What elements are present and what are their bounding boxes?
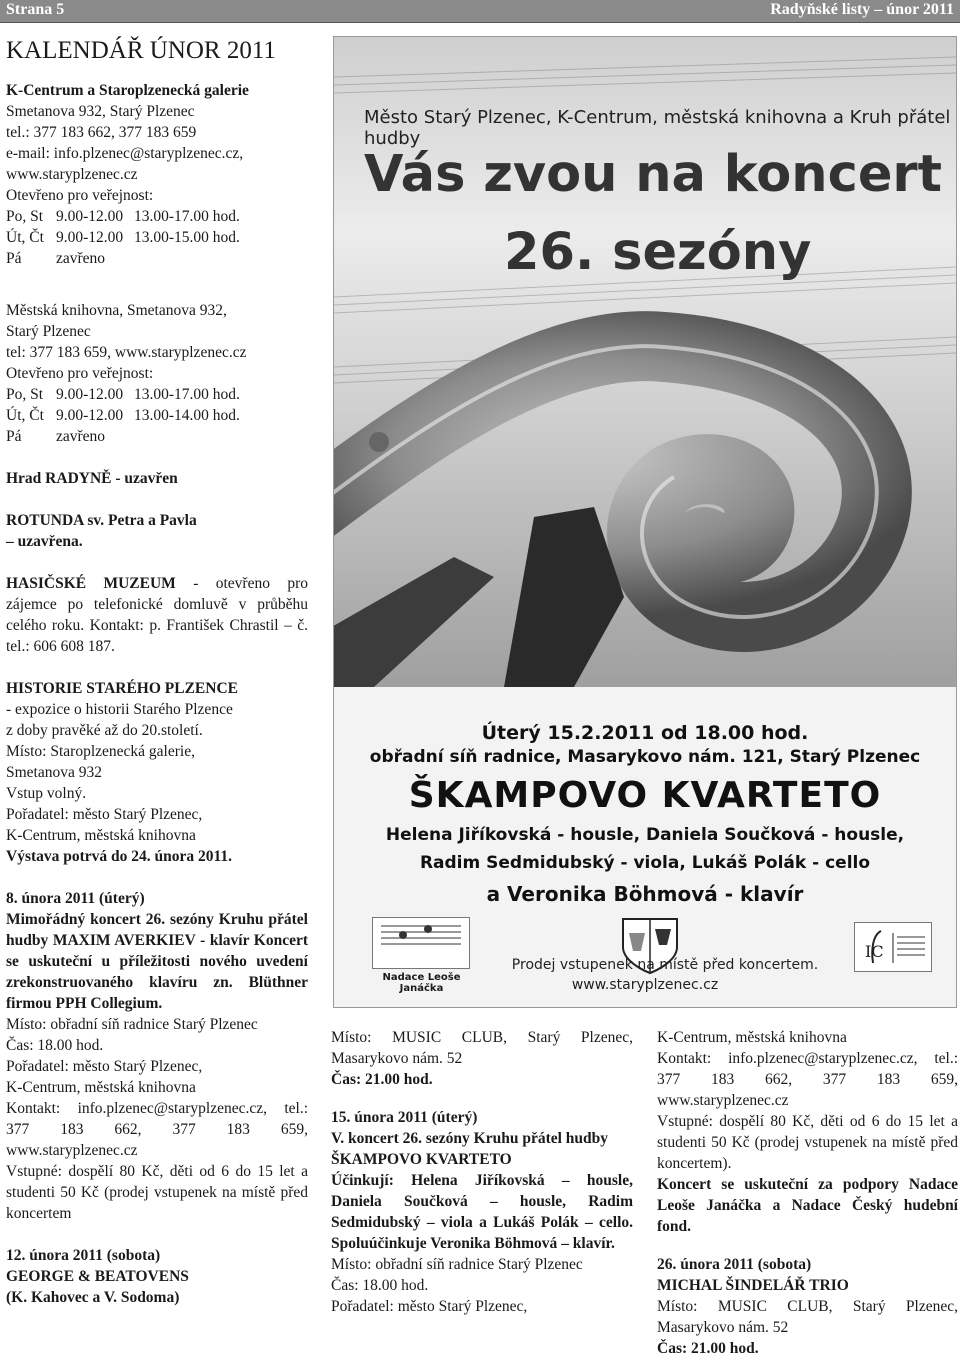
middle-column: [331, 1027, 633, 1317]
event-place: Místo: MUSIC CLUB, Starý Plzenec, Masarykovo nám. 52: [657, 1298, 958, 1336]
event-price: Vstupné: dospělí 80 Kč, děti od 6 do 15 let a studenti 50 Kč (prodej vstupenek na místě před koncertem).: [657, 1113, 958, 1172]
poster-ensemble: ŠKAMPOVO KVARTETO: [408, 775, 882, 816]
event-price: Vstupné: dospělí 80 Kč, děti od 6 do 15 let a studenti 50 Kč (prodej vstupenek na místě před koncertem: [6, 1163, 308, 1222]
poster-invite: Vás zvou na koncert: [364, 145, 942, 204]
poster-tickets: Prodej vstupenek na místě před koncertem.: [511, 957, 819, 973]
poster-date: Úterý 15.2.2011 od 18.00 hod.: [481, 722, 809, 744]
issue-title: Radyňské listy – únor 2011: [770, 1, 954, 18]
history-title: HISTORIE STARÉHO PLZENCE: [6, 680, 238, 697]
poster-performers: Radim Sedmidubský - viola, Lukáš Polák - cello: [419, 853, 871, 873]
library-tel: tel: 377 183 659, www.staryplzenec.cz: [6, 344, 247, 361]
event-time: Čas: 21.00 hod.: [331, 1071, 433, 1088]
poster-season: 26. sezóny: [504, 223, 812, 282]
history-line: z doby pravěké až do 20.století.: [6, 722, 203, 739]
poster-performers: a Veronika Böhmová - klavír: [486, 882, 804, 906]
poster-info: [334, 687, 956, 1007]
event-organizer: Pořadatel: město Starý Plzenec,: [6, 1058, 203, 1075]
janacek-foundation-label: Nadace Leoše Janáčka: [382, 972, 461, 994]
history-line: Vstup volný.: [6, 785, 87, 802]
event-name: GEORGE & BEATOVENS: [6, 1268, 189, 1285]
kc-open-label: Otevřeno pro veřejnost:: [6, 187, 154, 204]
event-performers: Účinkují: Helena Jiříkovská – housle, Daniela Součková – housle, Radim Sedmidubský – viola a Lukáš Polák – cello. Spoluúčinkuje Veronika Böhmová – klavír.: [331, 1172, 633, 1252]
library-open-label: Otevřeno pro veřejnost:: [6, 365, 154, 382]
museum-notice: HASIČSKÉ MUZEUM - otevřeno pro zájemce po telefonické domluvě v průběhu celého roku. Kontakt: p. František Chrastil – č. tel.: 606 608 187.: [6, 575, 308, 655]
poster-photo: [334, 37, 956, 687]
event-title: V. koncert 26. sezóny Kruhu přátel hudby: [331, 1130, 609, 1147]
event-place: Místo: MUSIC CLUB, Starý Plzenec, Masarykovo nám. 52: [331, 1029, 633, 1067]
library-hours-row: Pá zavřeno: [6, 428, 106, 445]
page-header: [0, 0, 960, 23]
svg-text:IC: IC: [865, 942, 884, 961]
kc-name: K-Centrum a Staroplzenecká galerie: [6, 82, 249, 99]
event-name: MICHAL ŠINDELÁŘ TRIO: [657, 1277, 849, 1294]
event-support: Koncert se uskuteční za podpory Nadace Leoše Janáčka a Nadace Český hudební fond.: [657, 1176, 958, 1235]
kc-tel: tel.: 377 183 662, 377 183 659: [6, 124, 197, 141]
event-time: Čas: 21.00 hod.: [657, 1340, 759, 1357]
history-line: - expozice o historii Starého Plzence: [6, 701, 233, 718]
concert-poster: [333, 36, 957, 1008]
history-line: Smetanova 932: [6, 764, 102, 781]
kc-email: e-mail: info.plzenec@staryplzenec.cz,: [6, 145, 244, 162]
history-line: Místo: Staroplzenecká galerie,: [6, 743, 195, 760]
event-date: 26. února 2011 (sobota): [657, 1256, 812, 1273]
history-end-date: Výstava potrvá do 24. února 2011.: [6, 848, 233, 865]
library-hours-row: Po, St 9.00-12.00 13.00-17.00 hod.: [6, 386, 240, 403]
event-organizer: Pořadatel: město Starý Plzenec,: [331, 1298, 528, 1315]
event-performers: (K. Kahovec a V. Sodoma): [6, 1289, 180, 1306]
history-line: Pořadatel: město Starý Plzenec,: [6, 806, 203, 823]
castle-notice: Hrad RADYNĚ - uzavřen: [6, 470, 178, 487]
event-time: Čas: 18.00 hod.: [6, 1037, 104, 1054]
event-date: 15. února 2011 (úterý): [331, 1109, 478, 1126]
page-title: KALENDÁŘ ÚNOR 2011: [6, 37, 276, 64]
poster-venue: obřadní síň radnice, Masarykovo nám. 121, Starý Plzenec: [369, 747, 921, 767]
library-hours-row: Út, Čt 9.00-12.00 13.00-14.00 hod.: [6, 407, 240, 424]
right-column: [657, 1027, 958, 1359]
event-organizer: K-Centrum, městská knihovna: [657, 1029, 847, 1046]
rotunda-status: – uzavřena.: [6, 533, 83, 550]
event-organizer: K-Centrum, městská knihovna: [6, 1079, 196, 1096]
poster-performers: Helena Jiříkovská - housle, Daniela Součková - housle,: [385, 825, 905, 845]
history-line: K-Centrum, městská knihovna: [6, 827, 196, 844]
event-date: 8. února 2011 (úterý): [6, 890, 145, 907]
library-name: Městská knihovna, Smetanova 932,: [6, 302, 227, 319]
kc-web: www.staryplzenec.cz: [6, 166, 138, 183]
event-contact: Kontakt: info.plzenec@staryplzenec.cz, tel.: 377 183 662, 377 183 659, www.staryplzenec.cz: [657, 1050, 958, 1109]
event-place: Místo: obřadní síň radnice Starý Plzenec: [6, 1016, 258, 1033]
event-description: Mimořádný koncert 26. sezóny Kruhu přátel hudby MAXIM AVERKIEV - klavír Koncert se uskuteční u příležitosti nového uvedení zrekonstruovaného klavíru zn. Blüthner firmou PPH Collegium.: [6, 911, 308, 1012]
event-name: ŠKAMPOVO KVARTETO: [331, 1151, 512, 1168]
kc-hours-row: Út, Čt 9.00-12.00 13.00-15.00 hod.: [6, 229, 240, 246]
poster-organizers: Město Starý Plzenec, K-Centrum, městská knihovna a Kruh přátel hudby: [364, 107, 951, 149]
kc-address: Smetanova 932, Starý Plzenec: [6, 103, 195, 120]
rotunda-notice: ROTUNDA sv. Petra a Pavla: [6, 512, 197, 529]
event-time: Čas: 18.00 hod.: [331, 1277, 429, 1294]
kc-hours-row: Po, St 9.00-12.00 13.00-17.00 hod.: [6, 208, 240, 225]
event-place: Místo: obřadní síň radnice Starý Plzenec: [331, 1256, 583, 1273]
page-number: Strana 5: [6, 1, 65, 18]
event-date: 12. února 2011 (sobota): [6, 1247, 161, 1264]
poster-web: www.staryplzenec.cz: [571, 977, 719, 993]
event-contact: Kontakt: info.plzenec@staryplzenec.cz, tel.: 377 183 662, 377 183 659, www.staryplzenec.cz: [6, 1100, 308, 1159]
left-column: [6, 36, 308, 1308]
kc-hours-row: Pá zavřeno: [6, 250, 106, 267]
library-city: Starý Plzenec: [6, 323, 91, 340]
